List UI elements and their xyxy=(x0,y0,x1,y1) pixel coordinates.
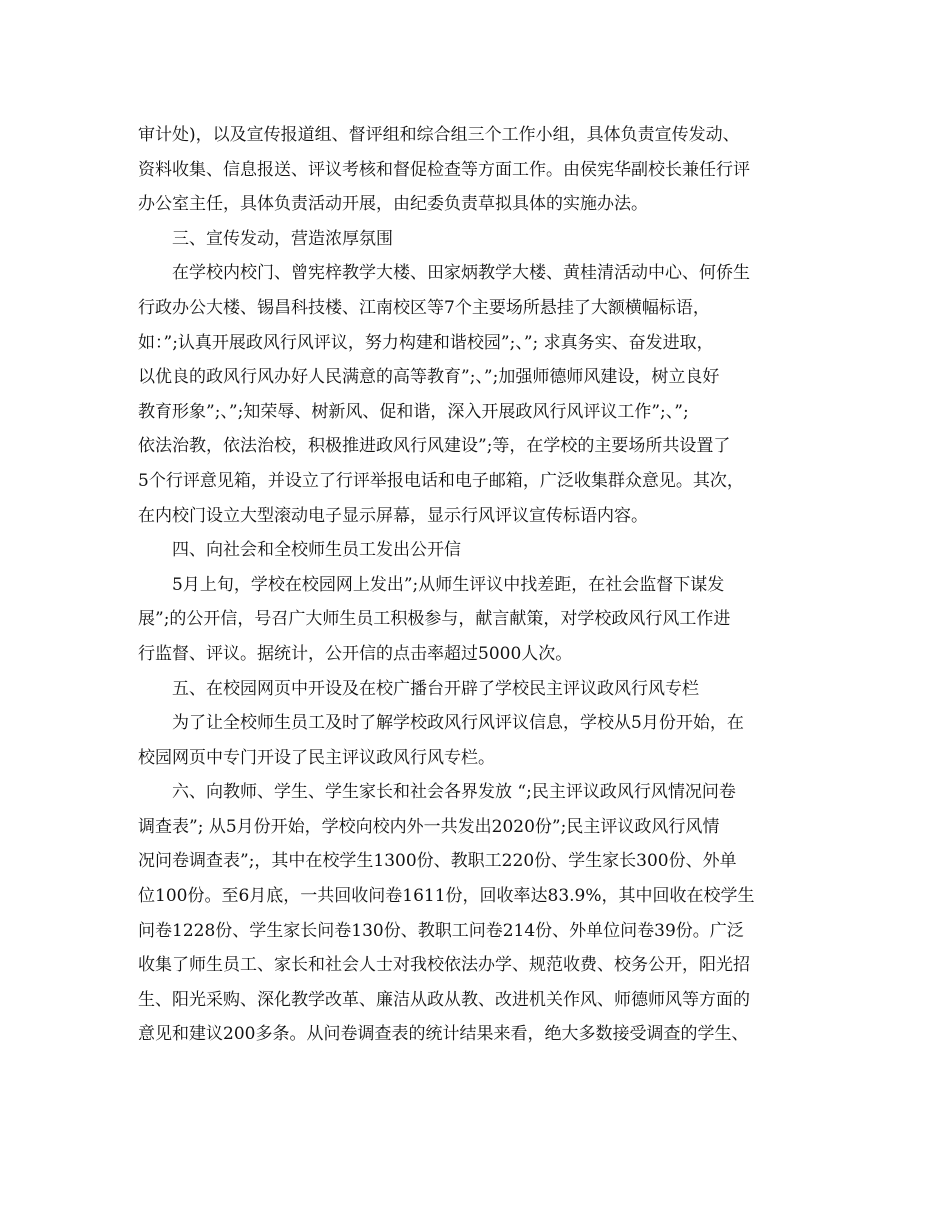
text-line: 行监督、评议。据统计，公开信的点击率超过5000人次。 xyxy=(138,643,573,664)
document-body xyxy=(138,118,828,1052)
text-line: 资料收集、信息报送、评议考核和督促检查等方面工作。由侯宪华副校长兼任行评 xyxy=(138,159,750,180)
text-line: 依法治教，依法治校，积极推进政风行风建设”;等，在学校的主要场所共设置了 xyxy=(138,436,731,457)
text-line: 行政办公大楼、锡昌科技楼、江南校区等7个主要场所悬挂了大额横幅标语， xyxy=(138,297,710,318)
text-line: 况问卷调查表”;，其中在校学生1300份、教职工220份、学生家长300份、外单 xyxy=(138,851,737,872)
section-heading: 三、宣传发动，营造浓厚氛围 xyxy=(172,228,393,249)
text-line: 展”;的公开信，号召广大师生员工积极参与，献言献策，对学校政风行风工作进 xyxy=(138,609,731,630)
text-line: 在学校内校门、曾宪梓教学大楼、田家炳教学大楼、黄桂清活动中心、何侨生 xyxy=(172,263,750,284)
text-line: 在内校门设立大型滚动电子显示屏幕，显示行风评议宣传标语内容。 xyxy=(138,505,648,526)
section-heading: 五、在校园网页中开设及在校广播台开辟了学校民主评议政风行风专栏 xyxy=(172,678,699,699)
text-line: 如：”;认真开展政风行风评议，努力构建和谐校园”;、”; 求真务实、奋发进取， xyxy=(138,332,714,353)
text-line: 校园网页中专门开设了民主评议政风行风专栏。 xyxy=(138,747,495,768)
text-line: 教育形象”;、”;知荣辱、树新风、促和谐，深入开展政风行风评议工作”;、”; xyxy=(138,401,689,422)
text-line: 办公室主任，具体负责活动开展，由纪委负责草拟具体的实施办法。 xyxy=(138,194,648,215)
text-line: 调查表”; 从5月份开始，学校向校内外一共发出2020份”;民主评议政风行风情 xyxy=(138,816,720,837)
text-line: 5月上旬，学校在校园网上发出”;从师生评议中找差距，在社会监督下谋发 xyxy=(172,574,725,595)
section-heading: 四、向社会和全校师生员工发出公开信 xyxy=(172,540,461,561)
text-line: 生、阳光采购、深化教学改革、廉洁从政从教、改进机关作风、师德师风等方面的 xyxy=(138,989,750,1010)
text-line: 问卷1228份、学生家长问卷130份、教职工问卷214份、外单位问卷39份。广泛 xyxy=(138,920,744,941)
text-line: 意见和建议200多条。从问卷调查表的统计结果来看，绝大多数接受调查的学生、 xyxy=(138,1024,749,1045)
text-line: 收集了师生员工、家长和社会人士对我校依法办学、规范收费、校务公开，阳光招 xyxy=(138,955,750,976)
text-line: 为了让全校师生员工及时了解学校政风行风评议信息，学校从5月份开始，在 xyxy=(172,713,744,734)
section-heading: 六、向教师、学生、学生家长和社会各界发放 “;民主评议政风行风情况问卷 xyxy=(172,782,736,803)
text-line: 审计处)，以及宣传报道组、督评组和综合组三个工作小组，具体负责宣传发动、 xyxy=(138,125,740,145)
text-line: 以优良的政风行风办好人民满意的高等教育”;、”;加强师德师风建设，树立良好 xyxy=(138,367,720,388)
text-line: 位100份。至6月底，一共回收问卷1611份，回收率达83.9%，其中回收在校学生 xyxy=(138,886,755,907)
text-line: 5个行评意见箱，并设立了行评举报电话和电子邮箱，广泛收集群众意见。其次， xyxy=(138,470,744,491)
